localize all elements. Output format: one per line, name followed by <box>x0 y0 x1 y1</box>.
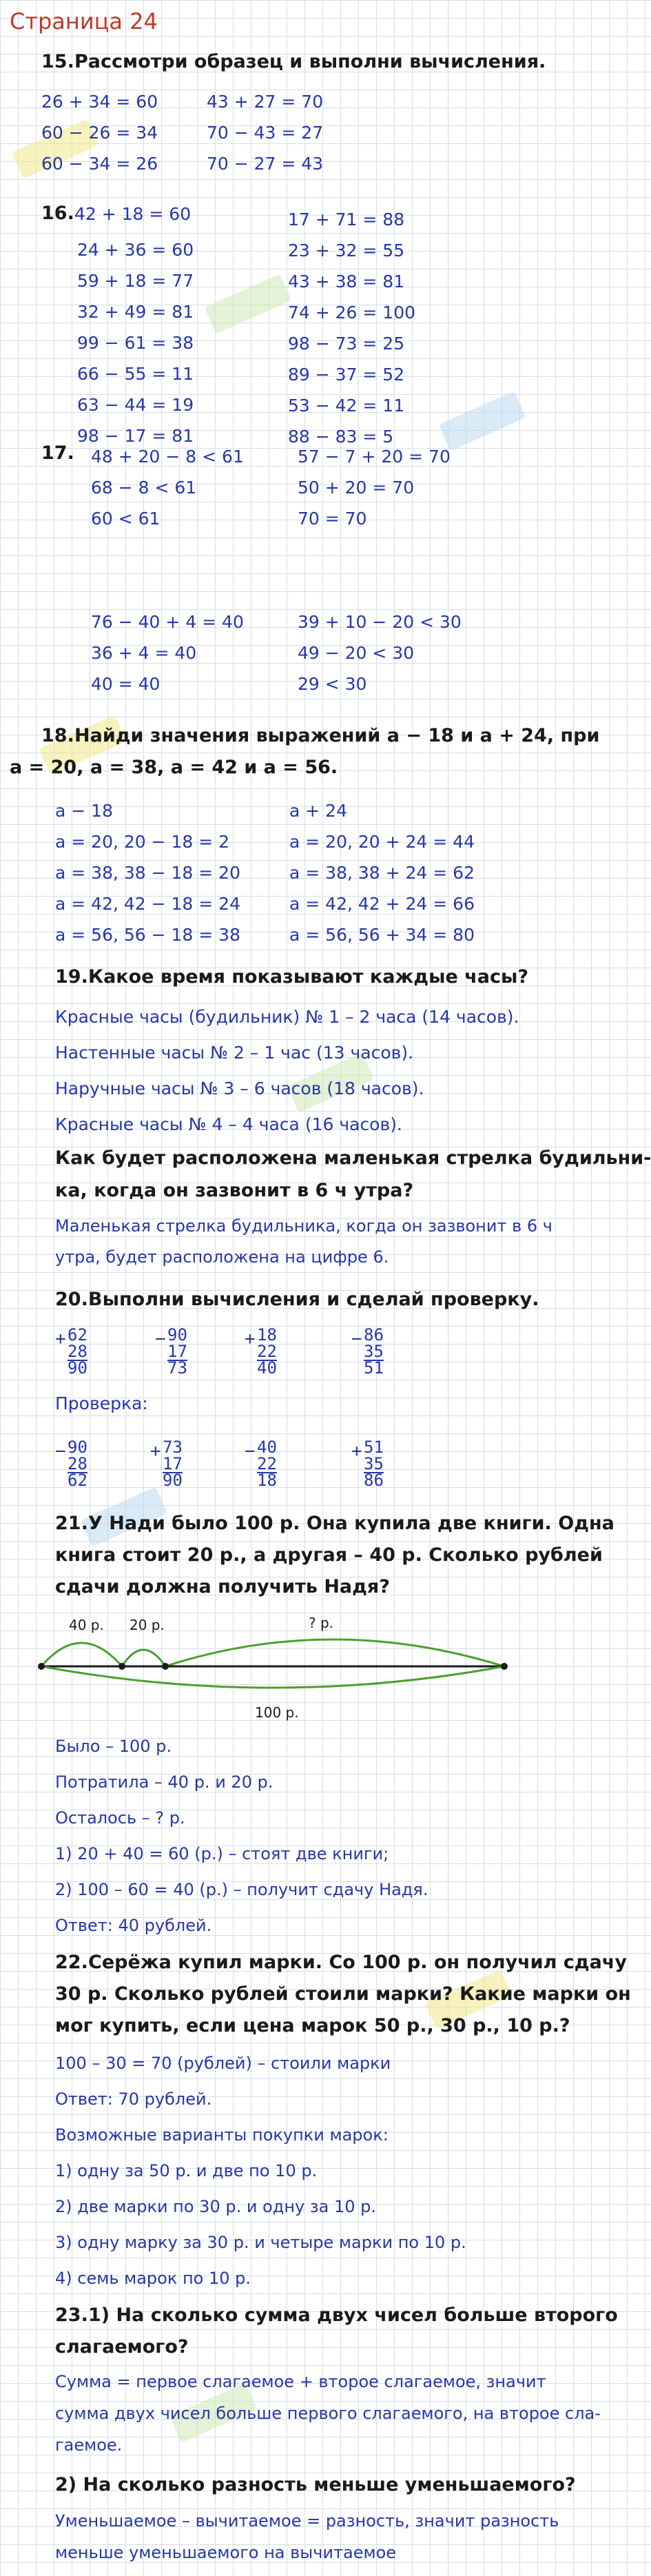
result: 51 <box>364 1358 384 1378</box>
task-19-question-2: Как будет расположена маленькая стрелка будильни- <box>55 1147 651 1169</box>
answer-line: Красные часы № 4 – 4 часа (16 часов). <box>55 1114 402 1134</box>
operator: − <box>155 1329 166 1349</box>
task-20-number: 20. <box>55 1289 88 1310</box>
watermark-patch <box>205 274 292 334</box>
label-unknown: ? р. <box>309 1615 334 1631</box>
operand: 22 <box>257 1454 277 1473</box>
task-16-right-column <box>288 204 415 452</box>
equation: 74 + 26 = 100 <box>288 303 416 323</box>
operator: − <box>351 1329 362 1349</box>
task-19-answers <box>55 999 519 1143</box>
operand: 62 <box>68 1325 87 1345</box>
result: 73 <box>167 1358 187 1378</box>
operand: 40 <box>257 1438 277 1457</box>
equation: 43 + 38 = 81 <box>288 272 405 292</box>
operator: − <box>245 1441 256 1462</box>
operand: 18 <box>257 1325 277 1345</box>
operand: 51 <box>364 1438 384 1457</box>
solution-line: 1) одну за 50 р. и две по 10 р. <box>55 2161 318 2180</box>
solution-line: 3) одну марку за 30 р. и четыре марки по 10 р. <box>55 2233 466 2252</box>
column-sum <box>155 1327 187 1376</box>
operand: 17 <box>167 1342 187 1361</box>
operand: 90 <box>167 1325 187 1345</box>
task-19-answer-2: Маленькая стрелка будильника, когда он зазвонит в 6 ч <box>55 1216 552 1236</box>
equation: 36 + 4 = 40 <box>91 643 197 663</box>
operator: + <box>55 1329 66 1349</box>
task-20-prompt: Выполни вычисления и сделай проверку. <box>88 1289 539 1310</box>
equation: a = 42, 42 + 24 = 66 <box>289 894 475 914</box>
answer-line: Красные часы (будильник) № 1 – 2 часа (14 часов). <box>55 1007 519 1027</box>
equation: 60 − 26 = 34 <box>41 123 158 143</box>
equation: 76 − 40 + 4 = 40 <box>91 612 244 632</box>
operand: 17 <box>163 1454 183 1473</box>
task-15-left-column <box>41 86 158 179</box>
answer-line: Настенные часы № 2 – 1 час (13 часов). <box>55 1043 414 1063</box>
column-sum <box>150 1439 183 1489</box>
arc-20 <box>122 1650 165 1666</box>
equation: 59 + 18 = 77 <box>77 271 194 291</box>
solution-line: Было – 100 р. <box>55 1737 172 1756</box>
task-21-number: 21. <box>55 1513 88 1534</box>
task-21-prompt: сдачи должна получить Надя? <box>55 1576 390 1597</box>
equation: 43 + 27 = 70 <box>207 92 324 112</box>
column-sum <box>245 1439 277 1489</box>
task-22-number: 22. <box>55 1952 88 1973</box>
equation: 32 + 49 = 81 <box>77 302 194 322</box>
operand: 28 <box>68 1342 87 1361</box>
operand: 22 <box>257 1342 277 1361</box>
equation: a − 18 <box>55 801 113 821</box>
equation: 50 + 20 = 70 <box>298 478 415 498</box>
segment-point <box>118 1663 125 1670</box>
equation: a = 42, 42 − 18 = 24 <box>55 894 240 914</box>
task-22-prompt: Серёжа купил марки. Со 100 р. он получил сдачу <box>88 1952 627 1973</box>
task-19-number: 19. <box>55 966 88 988</box>
task-15-number: 15. <box>41 51 74 72</box>
solution-line: Возможные варианты покупки марок: <box>55 2125 389 2145</box>
watermark-patch <box>439 391 526 451</box>
equation: a + 24 <box>289 801 347 821</box>
task-18-prompt: a = 20, a = 38, a = 42 и a = 56. <box>10 757 338 778</box>
solution-line: 2) две марки по 30 р. и одну за 10 р. <box>55 2197 376 2216</box>
operand: 35 <box>364 1342 384 1361</box>
segment-point <box>501 1663 508 1670</box>
task-15-right-column <box>207 86 323 179</box>
task-22-prompt: мог купить, если цена марок 50 р., 30 р., 10 р.? <box>55 2015 570 2036</box>
equation: a = 20, 20 − 18 = 2 <box>55 832 230 852</box>
task-21-solution <box>55 1728 428 1943</box>
equation: 48 + 20 − 8 < 61 <box>91 447 244 467</box>
operand: 86 <box>364 1325 384 1345</box>
equation: 99 − 61 = 38 <box>77 333 194 353</box>
task-23-answer-2: Уменьшаемое – вычитаемое = разность, значит разность <box>55 2511 559 2531</box>
equation: 98 − 73 = 25 <box>288 334 405 354</box>
segment-point <box>162 1663 169 1670</box>
task-17-group-a <box>91 441 244 534</box>
operator: + <box>351 1441 362 1462</box>
solution-line: Ответ: 70 рублей. <box>55 2089 212 2109</box>
arc-40 <box>41 1643 122 1666</box>
task-17-group-b <box>298 441 451 534</box>
solution-line: 1) 20 + 40 = 60 (р.) – стоят две книги; <box>55 1844 389 1863</box>
result: 62 <box>68 1471 87 1490</box>
equation: 39 + 10 − 20 < 30 <box>298 612 462 632</box>
answer-line: Наручные часы № 3 – 6 часов (18 часов). <box>55 1079 424 1098</box>
result: 18 <box>257 1471 277 1490</box>
result: 90 <box>68 1358 87 1378</box>
equation: 68 − 8 < 61 <box>91 478 197 498</box>
equation: a = 38, 38 + 24 = 62 <box>289 863 475 883</box>
task-18-right-column <box>289 795 475 950</box>
column-sum <box>351 1439 384 1489</box>
operator: + <box>150 1441 161 1462</box>
solution-line: Осталось – ? р. <box>55 1808 185 1828</box>
operand: 28 <box>68 1454 87 1473</box>
task-21-prompt: У Нади было 100 р. Она купила две книги. Одна <box>88 1513 614 1534</box>
solution-line: 100 – 30 = 70 (рублей) – стоили марки <box>55 2054 391 2073</box>
equation: 40 = 40 <box>91 674 161 694</box>
operand: 73 <box>163 1438 183 1457</box>
equation: 70 = 70 <box>298 509 367 529</box>
task-16-number: 16. <box>41 203 74 224</box>
operand: 35 <box>364 1454 384 1473</box>
equation: 42 + 18 = 60 <box>74 204 192 224</box>
equation: 66 − 55 = 11 <box>77 364 194 384</box>
operator: − <box>55 1441 66 1462</box>
arc-remainder <box>165 1639 504 1666</box>
equation: 60 − 34 = 26 <box>41 154 158 174</box>
task-23-answer-1: сумма двух чисел больше первого слагаемого, на второе сла- <box>55 2404 601 2423</box>
arc-total <box>41 1666 504 1688</box>
task-23-number: 23. <box>55 2304 88 2326</box>
result: 40 <box>257 1358 277 1378</box>
result: 86 <box>364 1471 384 1490</box>
equation: 60 < 61 <box>91 509 161 529</box>
solution-line: Потратила – 40 р. и 20 р. <box>55 1772 273 1792</box>
equation: 89 − 37 = 52 <box>288 365 405 385</box>
equation: 26 + 34 = 60 <box>41 92 158 112</box>
task-23-question-1: слагаемого? <box>55 2336 189 2358</box>
page-title: Страница 24 <box>10 8 158 34</box>
task-22-prompt: 30 р. Сколько рублей стоили марки? Какие марки он <box>55 1983 631 2005</box>
equation: 70 − 27 = 43 <box>207 154 324 174</box>
equation: a = 38, 38 − 18 = 20 <box>55 863 240 883</box>
equation: a = 56, 56 − 18 = 38 <box>55 925 240 945</box>
task-22-solution <box>55 2045 466 2296</box>
operand: 90 <box>68 1438 87 1457</box>
label-100: 100 р. <box>255 1704 299 1721</box>
task-17-group-d <box>298 606 462 699</box>
solution-line: Ответ: 40 рублей. <box>55 1916 212 1935</box>
task-19-answer-2: утра, будет расположена на цифре 6. <box>55 1247 389 1267</box>
equation: 98 − 17 = 81 <box>77 426 194 446</box>
solution-line: 4) семь марок по 10 р. <box>55 2269 251 2288</box>
solution-line: 2) 100 – 60 = 40 (р.) – получит сдачу Надя. <box>55 1880 428 1899</box>
equation: 23 + 32 = 55 <box>288 241 405 260</box>
check-label: Проверка: <box>55 1393 148 1413</box>
equation: a = 20, 20 + 24 = 44 <box>289 832 475 852</box>
equation: 63 − 44 = 19 <box>77 395 194 415</box>
equation: 70 − 43 = 27 <box>207 123 324 143</box>
operator: + <box>245 1329 256 1349</box>
column-sum <box>351 1327 384 1376</box>
equation: 29 < 30 <box>298 674 367 694</box>
equation: 88 − 83 = 5 <box>288 427 394 447</box>
equation: a = 56, 56 + 34 = 80 <box>289 925 475 945</box>
task-23-answer-2: меньше уменьшаемого на вычитаемое <box>55 2543 397 2562</box>
task-17-number: 17. <box>41 442 74 464</box>
segment-point <box>38 1663 45 1670</box>
task-23-answer-1: Сумма = первое слагаемое + второе слагаемое, значит <box>55 2372 546 2391</box>
label-20: 20 р. <box>130 1617 165 1633</box>
equation: 24 + 36 = 60 <box>77 240 194 260</box>
task-23-question-2: 2) На сколько разность меньше уменьшаемого? <box>55 2474 576 2495</box>
task-23-answer-1: гаемое. <box>55 2435 123 2455</box>
task-21-prompt: книга стоит 20 р., а другая – 40 р. Сколько рублей <box>55 1544 603 1566</box>
column-sum <box>55 1327 87 1376</box>
result: 90 <box>163 1471 183 1490</box>
task-18-left-column <box>55 795 240 950</box>
task-15-prompt: Рассмотри образец и выполни вычисления. <box>74 51 546 72</box>
task-23-question-1: 1) На сколько сумма двух чисел больше второго <box>88 2304 618 2326</box>
task-18-number: 18. <box>41 725 74 746</box>
task-16-left-column <box>77 234 194 451</box>
task-19-prompt: Какое время показывают каждые часы? <box>88 966 529 988</box>
equation: 57 − 7 + 20 = 70 <box>298 447 451 467</box>
column-sum <box>245 1327 277 1376</box>
equation: 49 − 20 < 30 <box>298 643 415 663</box>
equation: 17 + 71 = 88 <box>288 209 405 229</box>
segment-diagram <box>28 1606 524 1723</box>
task-19-question-2: ка, когда он зазвонит в 6 ч утра? <box>55 1180 414 1201</box>
equation: 53 − 42 = 11 <box>288 396 405 416</box>
label-40: 40 р. <box>69 1617 104 1633</box>
column-sum <box>55 1439 87 1489</box>
task-18-prompt: Найди значения выражений a − 18 и a + 24, при <box>74 725 600 746</box>
task-17-group-c <box>91 606 244 699</box>
